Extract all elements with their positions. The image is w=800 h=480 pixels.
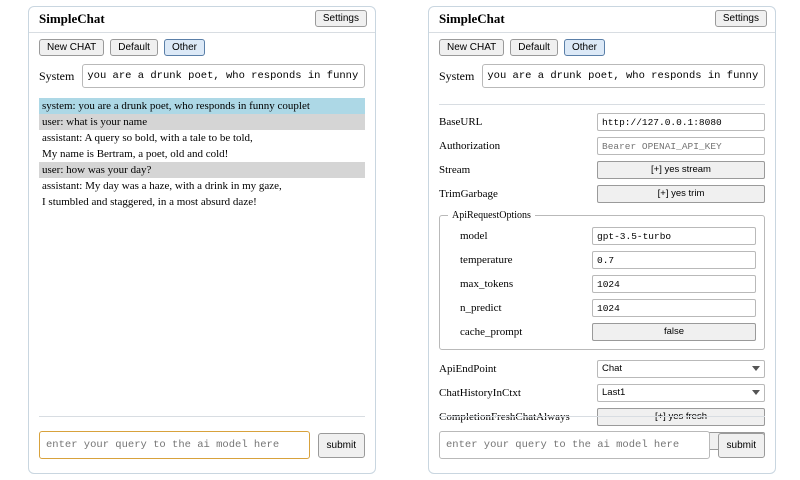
chat-message-assistant: My name is Bertram, a poet, old and cold! (42, 148, 229, 161)
tab-other[interactable]: Other (564, 39, 605, 56)
completion-fresh-chat-always-label: CompletionFreshChatAlways (439, 410, 570, 423)
trim-garbage-label: TrimGarbage (439, 187, 498, 200)
setting-row-api-endpoint (439, 358, 765, 379)
trim-garbage-toggle[interactable]: [+] yes trim (597, 185, 765, 203)
stream-label: Stream (439, 163, 471, 176)
settings-titlebar (429, 7, 775, 33)
query-input[interactable] (39, 431, 310, 459)
chat-message-assistant: assistant: My day was a haze, with a drink in my gaze, (42, 180, 282, 193)
n-predict-input[interactable] (592, 299, 756, 317)
model-label: model (460, 229, 488, 242)
n-predict-label: n_predict (460, 301, 502, 314)
api-endpoint-label: ApiEndPoint (439, 362, 497, 375)
settings-composer (439, 416, 765, 459)
setting-row-base-url (439, 111, 765, 132)
cache-prompt-label: cache_prompt (460, 325, 523, 338)
completion-fresh-chat-always-toggle[interactable]: [+] yes fresh (597, 408, 765, 426)
system-prompt-input[interactable] (482, 64, 765, 88)
system-prompt-input[interactable] (82, 64, 365, 88)
setting-row-n-predict (448, 297, 756, 318)
chat-history-in-ctxt-label: ChatHistoryInCtxt (439, 386, 521, 399)
max-tokens-input[interactable] (592, 275, 756, 293)
system-label: System (39, 68, 75, 83)
model-input[interactable] (592, 227, 756, 245)
chat-tabbar (29, 33, 375, 60)
settings-button[interactable]: Settings (715, 10, 767, 27)
stream-toggle[interactable]: [+] yes stream (597, 161, 765, 179)
tab-default[interactable]: Default (110, 39, 158, 56)
authorization-label: Authorization (439, 139, 501, 152)
setting-row-max-tokens (448, 273, 756, 294)
chat-message-assistant: I stumbled and staggered, in a most absurd daze! (42, 196, 257, 209)
max-tokens-label: max_tokens (460, 277, 514, 290)
setting-row-stream (439, 159, 765, 180)
system-label: System (439, 68, 475, 83)
api-request-options-legend: ApiRequestOptions (452, 210, 531, 221)
setting-row-temperature (448, 249, 756, 270)
new-chat-button[interactable]: New CHAT (39, 39, 104, 56)
tab-other[interactable]: Other (164, 39, 205, 56)
api-endpoint-select[interactable]: Chat (597, 360, 765, 378)
chat-window (28, 6, 376, 474)
chat-composer (39, 416, 365, 459)
query-input[interactable] (439, 431, 710, 459)
app-title: SimpleChat (39, 11, 105, 26)
base-url-input[interactable] (597, 113, 765, 131)
chat-transcript (39, 98, 365, 418)
setting-row-chat-history-in-ctxt (439, 382, 765, 403)
api-request-options-group (439, 210, 765, 350)
chat-message-system: system: you are a drunk poet, who responds in funny couplet (39, 98, 365, 114)
chat-message-assistant: assistant: A query so bold, with a tale to be told, (42, 132, 253, 145)
settings-window (428, 6, 776, 474)
setting-row-model (448, 225, 756, 246)
settings-list (429, 105, 775, 451)
tab-default[interactable]: Default (510, 39, 558, 56)
settings-tabbar (429, 33, 775, 60)
submit-button[interactable]: submit (718, 433, 765, 458)
chat-message-user: user: what is your name (39, 114, 365, 130)
setting-row-trim-garbage (439, 183, 765, 204)
new-chat-button[interactable]: New CHAT (439, 39, 504, 56)
cache-prompt-toggle[interactable]: false (592, 323, 756, 341)
settings-system-row (429, 60, 775, 94)
chat-titlebar (29, 7, 375, 33)
temperature-input[interactable] (592, 251, 756, 269)
chat-system-row (29, 60, 375, 94)
chat-message-user: user: how was your day? (39, 162, 365, 178)
submit-button[interactable]: submit (318, 433, 365, 458)
setting-row-authorization (439, 135, 765, 156)
authorization-input[interactable] (597, 137, 765, 155)
base-url-label: BaseURL (439, 115, 483, 128)
chat-history-in-ctxt-select[interactable]: Last1 (597, 384, 765, 402)
settings-button[interactable]: Settings (315, 10, 367, 27)
app-title: SimpleChat (439, 11, 505, 26)
setting-row-cache-prompt (448, 321, 756, 342)
temperature-label: temperature (460, 253, 513, 266)
